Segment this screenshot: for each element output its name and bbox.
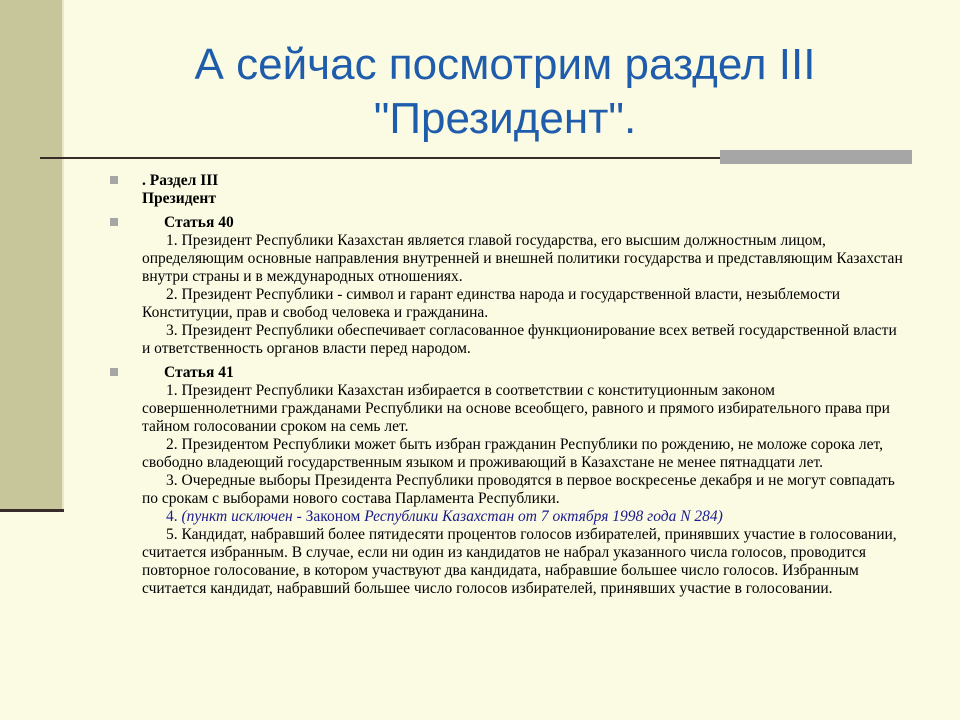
article-40-p1: 1. Президент Республики Казахстан является главой государства, его высшим должностным лицом, определяющим основные направления внутренней и внешней политики государства и представляющим Казахстан внутри страны и в международных отношениях. (142, 232, 903, 285)
article-41-p4-num: 4. (166, 508, 178, 525)
side-band (0, 0, 62, 510)
slide-title-line1: А сейчас посмотрим раздел III (194, 40, 816, 89)
slide-title-line2: "Президент". (373, 94, 637, 143)
bullet-icon (110, 368, 118, 376)
side-band-edge (62, 0, 64, 510)
article-41-p3: 3. Очередные выборы Президента Республики проводятся в первое воскресенье декабря и не могут совпадать по срокам с выборами нового состава Парламента Республики. (142, 472, 895, 507)
list-item-article-40 (108, 214, 908, 358)
section-prefix-text: . Раздел III (142, 172, 219, 189)
article-41-p4-italic2: Республики Казахстан от 7 октября 1998 года N 284) (364, 508, 723, 525)
slide-body (108, 172, 908, 604)
bullet-icon (110, 176, 118, 184)
article-41-p5: 5. Кандидат, набравший более пятидесяти процентов голосов избирателей, принявших участие в голосовании, считается избранным. В случае, если ни один из кандидатов не набрал указанного числа голосов, проводится повторное голосование, в котором участвуют два кандидата, набравшие большее число голосов. Избранным считается кандидат, набравший большее число голосов избирателей, принявших участие в голосовании. (142, 526, 897, 597)
list-item-section (108, 172, 908, 208)
article-41-heading: Статья 41 (164, 364, 234, 381)
article-41-p4 (142, 508, 908, 526)
bullet-icon (110, 218, 118, 226)
slide-title (100, 38, 910, 146)
article-41-p2: 2. Президентом Республики может быть избран гражданин Республики по рождению, не моложе сорока лет, свободно владеющий государственным языком и проживающий в Казахстане не менее пятнадцати лет. (142, 436, 883, 471)
article-40-p3: 3. Президент Республики обеспечивает согласованное функционирование всех ветвей государственной власти и ответственность органов власти перед народом. (142, 322, 897, 357)
article-41-p4-italic1: (пункт исключен - (181, 508, 302, 525)
list-item-article-41 (108, 364, 908, 598)
section-prefix (142, 172, 908, 190)
article-40-heading: Статья 40 (164, 214, 234, 231)
article-41-p1: 1. Президент Республики Казахстан избирается в соответствии с конституционным законом совершеннолетними гражданами Республики на основе всеобщего, равного и прямого избирательного права при тайном голосовании сроком на семь лет. (142, 382, 890, 435)
article-41-p4-link: Законом (305, 508, 361, 525)
side-band-underline (0, 509, 64, 512)
article-40-p2: 2. Президент Республики - символ и гарант единства народа и государственной власти, незыблемости Конституции, прав и свобод человека и гражданина. (142, 286, 841, 321)
section-name: Президент (142, 190, 216, 207)
title-accent-bar (720, 150, 912, 164)
